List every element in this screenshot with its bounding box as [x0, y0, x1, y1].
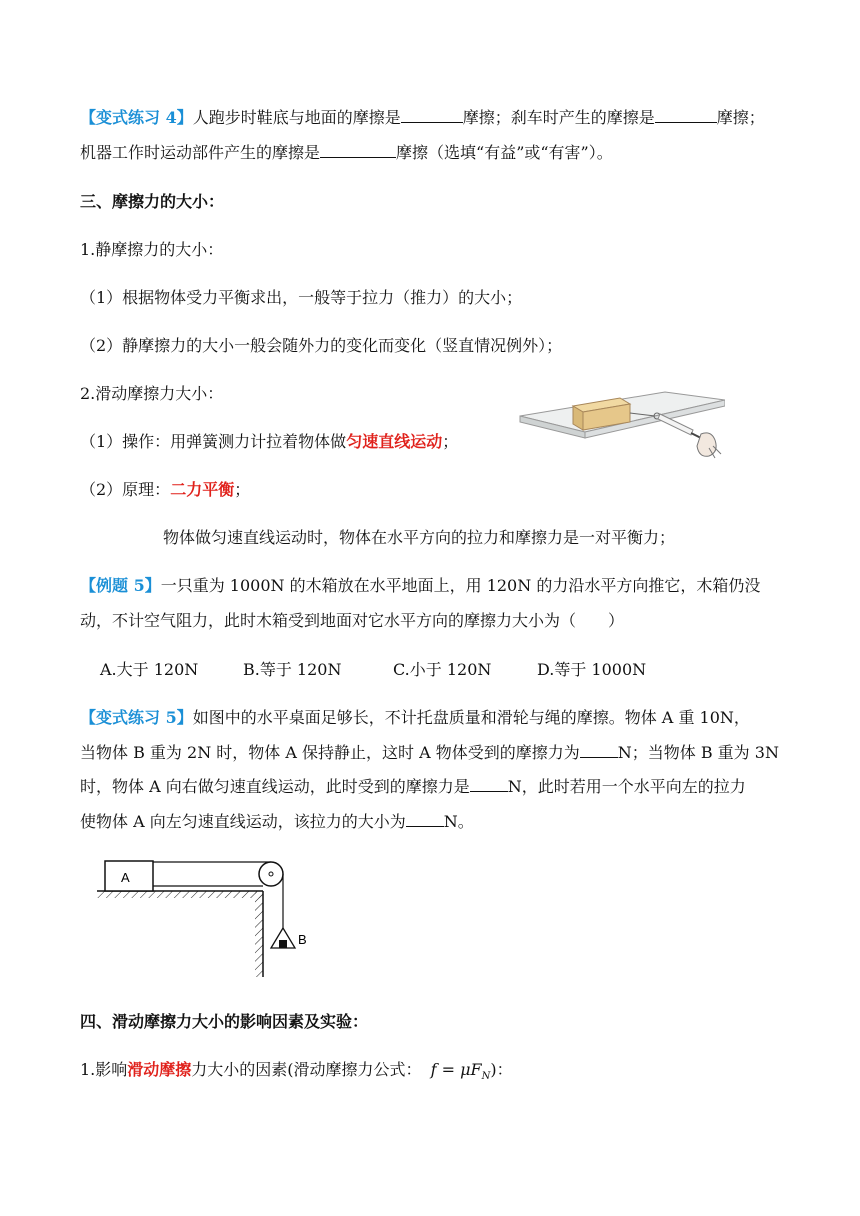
practice5-text: N；当物体 B 重为 3N [617, 743, 779, 762]
practice4-tag: 【变式练习 4】 [80, 108, 193, 127]
practice5-text: 如图中的水平桌面足够长，不计托盘质量和滑轮与绳的摩擦。物体 A 重 10N， [192, 708, 750, 727]
practice5-tag: 【变式练习 5】 [80, 708, 193, 727]
balance-explanation: 物体做匀速直线运动时，物体在水平方向的拉力和摩擦力是一对平衡力； [163, 528, 676, 547]
practice5-line3 [80, 775, 746, 799]
section3-title: 三、摩擦力的大小： [80, 192, 225, 211]
option-c[interactable]: C.小于 120N [393, 660, 492, 679]
friction-formula [430, 1060, 491, 1083]
static-friction-point2: （2）静摩擦力的大小一般会随外力的变化而变化（竖直情况例外）； [80, 336, 563, 355]
example5-tag: 【例题 5】 [80, 576, 161, 595]
section4-item1 [80, 1058, 513, 1089]
practice5-text: N，此时若用一个水平向左的拉力 [507, 777, 746, 796]
practice5-line2 [80, 741, 779, 765]
formula-eq: = [436, 1060, 461, 1079]
answer-blank[interactable] [470, 775, 508, 792]
practice5-line4 [80, 810, 474, 834]
item-suffix: )： [490, 1060, 513, 1079]
answer-blank[interactable] [320, 141, 396, 158]
practice5-text: 当物体 B 重为 2N 时，物体 A 保持静止，这时 A 物体受到的摩擦力为 [80, 743, 580, 762]
practice4-text: 机器工作时运动部件产生的摩擦是 [80, 143, 321, 162]
formula-f: f [430, 1060, 437, 1079]
item-text: 力大小的因素(滑动摩擦力公式： [191, 1060, 422, 1079]
section4-title: 四、滑动摩擦力大小的影响因素及实验： [80, 1012, 369, 1031]
practice4-text: 摩擦（选填“有益”或“有害”）。 [396, 143, 613, 162]
practice5-line1 [80, 706, 750, 730]
formula-mu-f: μF [460, 1060, 482, 1079]
option-a[interactable]: A.大于 120N [100, 660, 199, 679]
pulley-diagram [95, 858, 325, 978]
sliding-principle [80, 478, 250, 502]
practice4-text: 摩擦；刹车时产生的摩擦是 [462, 108, 655, 127]
option-d[interactable]: D.等于 1000N [537, 660, 647, 679]
sliding-operation [80, 430, 458, 454]
spring-scale-illustration [515, 386, 725, 470]
practice4-text: 摩擦； [716, 108, 765, 127]
answer-blank[interactable] [406, 810, 444, 827]
sliding-friction-title: 2.滑动摩擦力大小： [80, 384, 224, 403]
principle-text: （2）原理： [80, 480, 171, 499]
pulley-wheel [259, 862, 283, 886]
answer-blank[interactable] [655, 106, 717, 123]
block-a-label: A [121, 870, 130, 885]
practice4-text: 人跑步时鞋底与地面的摩擦是 [192, 108, 401, 127]
answer-blank[interactable] [580, 741, 618, 758]
formula-subscript: N [481, 1071, 491, 1083]
item-highlight: 滑动摩擦 [127, 1060, 192, 1079]
principle-highlight: 二力平衡 [170, 480, 235, 499]
example5-line2: 动，不计空气阻力，此时木箱受到地面对它水平方向的摩擦力大小为（ ） [80, 611, 625, 630]
operation-highlight: 匀速直线运动 [346, 432, 443, 451]
operation-suffix: ； [442, 432, 459, 451]
practice5-text: N。 [443, 812, 474, 831]
tray-b-label: B [298, 932, 307, 947]
answer-blank[interactable] [401, 106, 463, 123]
example5-text: 一只重为 1000N 的木箱放在水平地面上，用 120N 的力沿水平方向推它，木箱仍没 [160, 576, 761, 595]
option-b[interactable]: B.等于 120N [243, 660, 342, 679]
practice4-line1 [80, 106, 765, 130]
operation-text: （1）操作：用弹簧测力计拉着物体做 [80, 432, 347, 451]
practice5-text: 使物体 A 向左匀速直线运动，该拉力的大小为 [80, 812, 406, 831]
static-friction-title: 1.静摩擦力的大小： [80, 240, 224, 259]
practice5-text: 时，物体 A 向右做匀速直线运动，此时受到的摩擦力是 [80, 777, 470, 796]
item-text: 1.影响 [80, 1060, 128, 1079]
example5-line1 [80, 574, 760, 598]
principle-suffix: ； [234, 480, 251, 499]
static-friction-point1: （1）根据物体受力平衡求出，一般等于拉力（推力）的大小； [80, 288, 523, 307]
practice4-line2 [80, 141, 613, 165]
